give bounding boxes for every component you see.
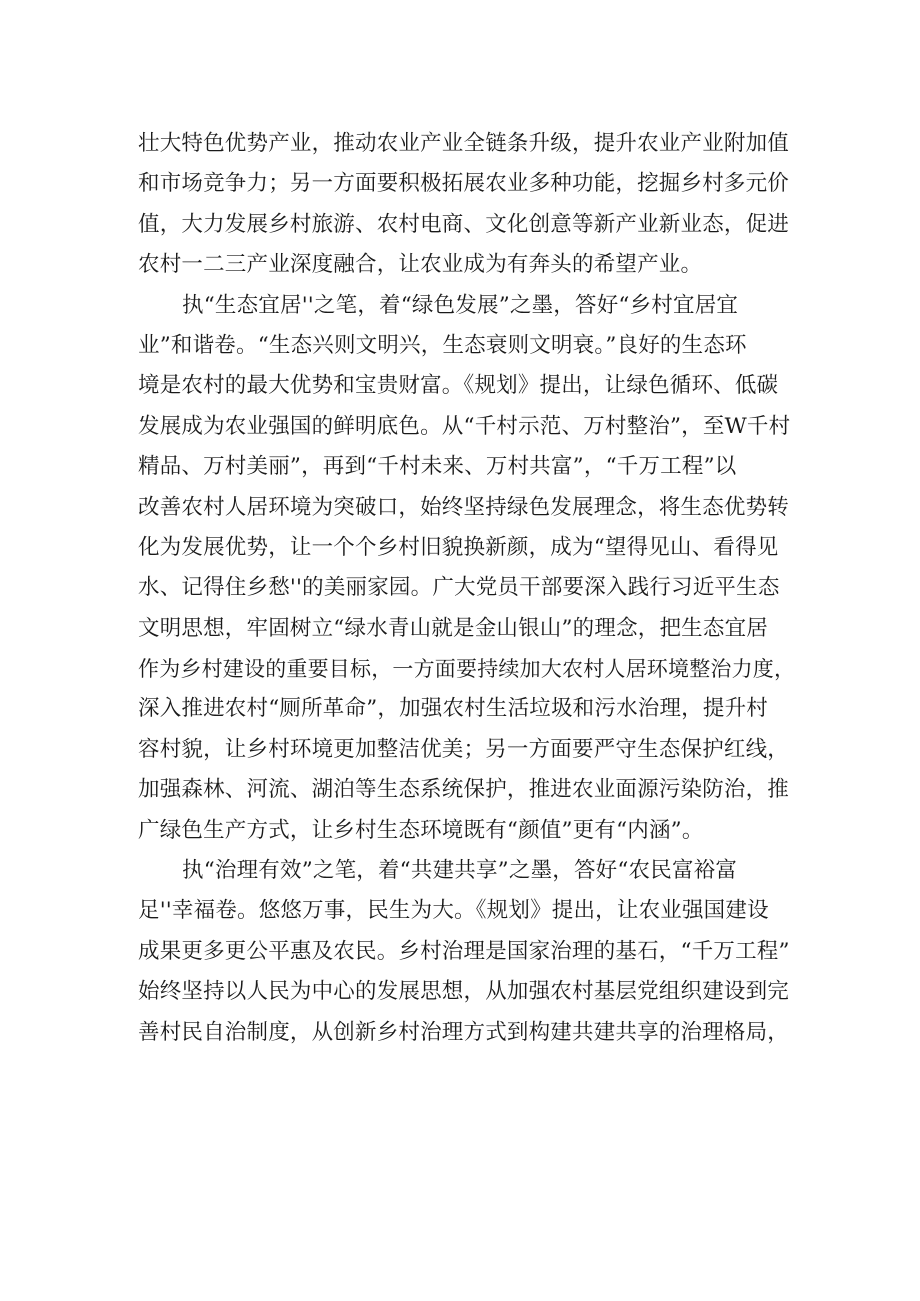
paragraph-line: 壮大特色优势产业，推动农业产业全链条升级，提升农业产业附加值 [138,131,790,156]
paragraph-line: 加强森林、河流、湖泊等生态系统保护，推进农业面源污染防治，推 [138,777,790,803]
paragraph-line: 发展成为农业强国的鲜明底色。从“千村示范、万村整治”，至W千村 [138,413,791,439]
paragraph-line: 农村一二三产业深度融合，让农业成为有奔头的希望产业。 [138,252,703,278]
paragraph-line: 执“生态宜居''之笔，着“绿色发展”之墨，答好“乡村宜居宜 [182,292,739,318]
paragraph-line: 善村民自治制度，从创新乡村治理方式到构建共建共享的治理格局， [138,1019,790,1045]
document-body [138,124,798,1053]
paragraph-line: 成果更多更公平惠及农民。乡村治理是国家治理的基石，“千万工程” [138,938,790,964]
paragraph-line: 深入推进农村“厕所革命”，加强农村生活垃圾和污水治理，提升村 [138,696,768,722]
paragraph-line: 足''幸福卷。悠悠万事，民生为大。《规划》提出，让农业强国建设 [138,898,769,924]
paragraph-line: 境是农村的最大优势和宝贵财富。《规划》提出，让绿色循环、低碳 [138,373,779,399]
paragraph-line: 容村貌，让乡村环境更加整洁优美；另一方面要严守生态保护红线， [138,736,790,762]
paragraph-line: 精品、万村美丽”，再到“千村未来、万村共富”，“千万工程”以 [138,454,737,480]
paragraph-line: 执“治理有效”之笔，着“共建共享”之墨，答好“农民富裕富 [182,858,738,884]
paragraph-2 [138,286,798,851]
paragraph-line: 文明思想，牢固树立“绿水青山就是金山银山”的理念，把生态宜居 [138,615,768,641]
paragraph-line: 作为乡村建设的重要目标，一方面要持续加大农村人居环境整治力度， [138,657,796,682]
paragraph-line: 化为发展优势，让一个个乡村旧貌换新颜，成为“望得见山、看得见 [138,534,779,560]
paragraph-1 [138,124,798,286]
paragraph-line: 始终坚持以人民为中心的发展思想，从加强农村基层党组织建设到完 [138,979,790,1005]
paragraph-line: 广绿色生产方式，让乡村生态环境既有“颜值”更有“内涵”。 [138,817,704,843]
paragraph-line: 业”和谐卷。“生态兴则文明兴，生态衰则文明衰。”良好的生态环 [138,332,747,358]
paragraph-line: 和市场竞争力；另一方面要积极拓展农业多种功能，挖掘乡村多元价 [138,171,790,197]
paragraph-line: 改善农村人居环境为突破口，始终坚持绿色发展理念，将生态优势转 [138,494,790,520]
paragraph-line: 水、记得住乡愁''的美丽家园。广大党员干部要深入践行习近平生态 [138,575,780,601]
paragraph-line: 值，大力发展乡村旅游、农村电商、文化创意等新产业新业态，促进 [138,211,790,237]
paragraph-3 [138,851,798,1053]
